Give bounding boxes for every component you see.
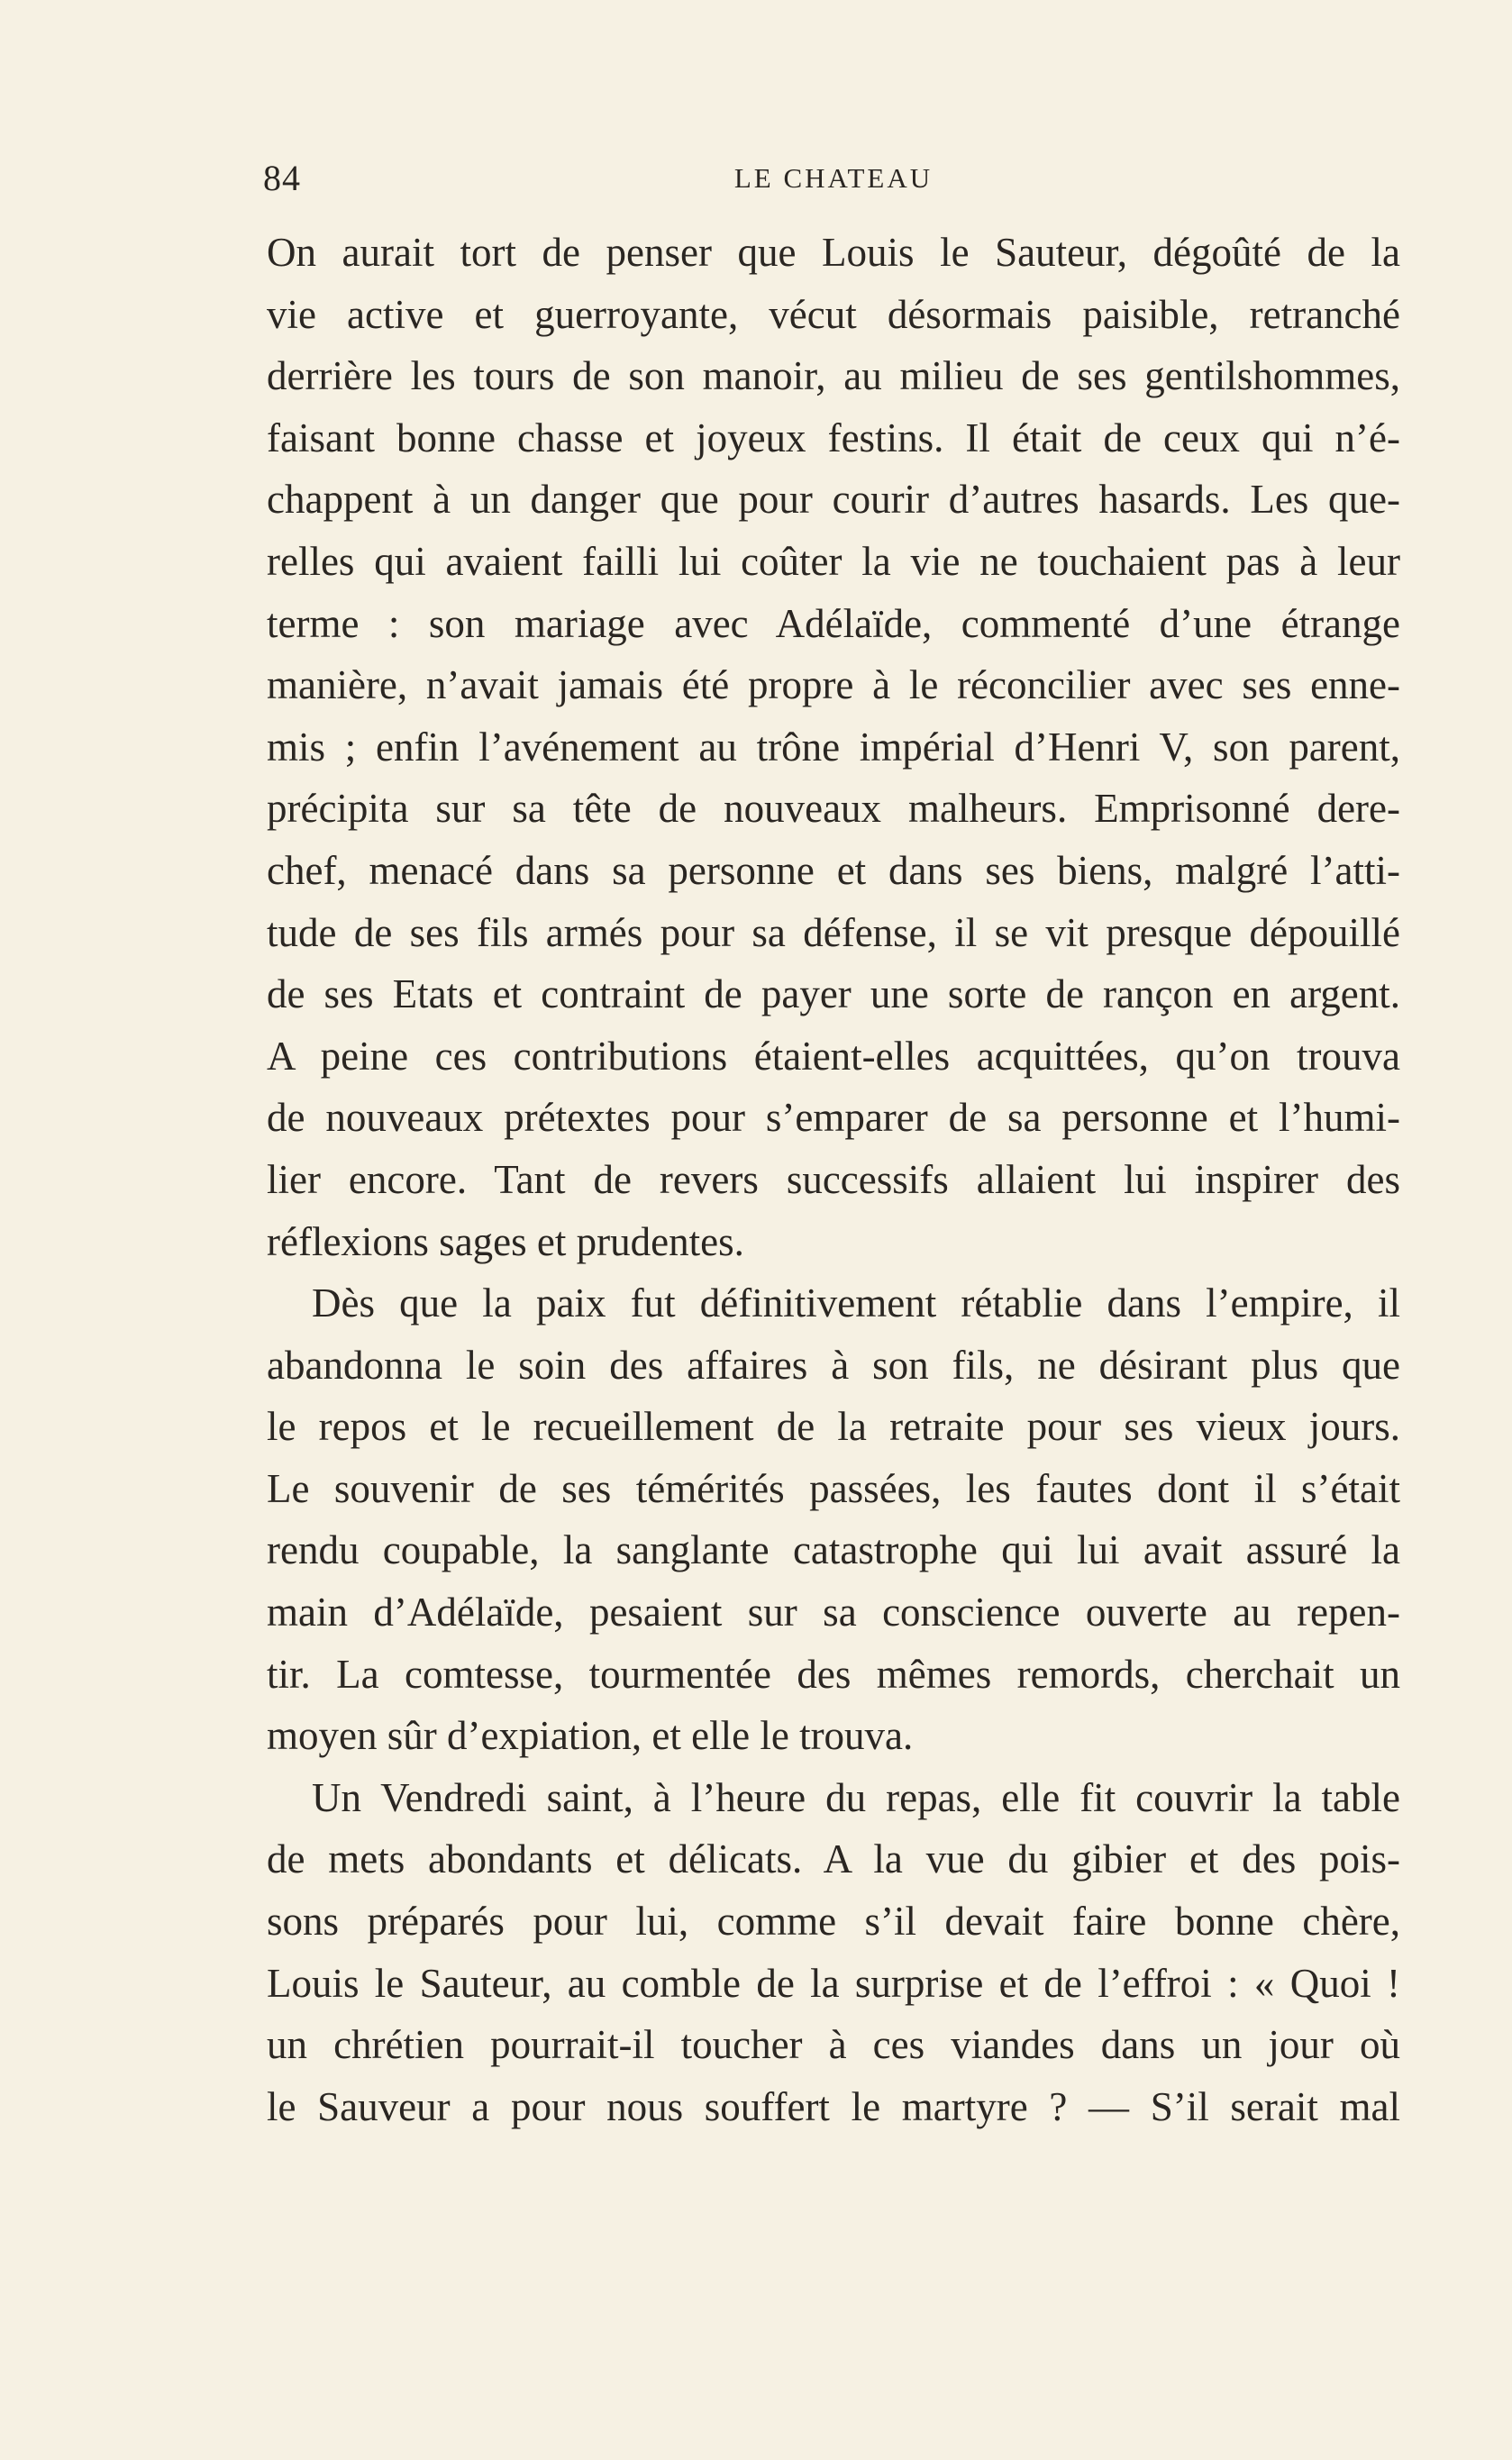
body-text <box>267 222 1400 2137</box>
text-line: manière, n’avait jamais été propre à le réconcilier avec ses enne- <box>267 662 1400 708</box>
text-line: de nouveaux prétextes pour s’emparer de sa personne et l’humi- <box>267 1095 1400 1141</box>
text-line: tir. La comtesse, tourmentée des mêmes remords, cherchait un <box>267 1651 1400 1697</box>
text-line: mis ; enfin l’avénement au trône impérial d’Henri V, son parent, <box>267 724 1400 770</box>
text-line: chappent à un danger que pour courir d’autres hasards. Les que- <box>267 477 1400 523</box>
text-line: un chrétien pourrait-il toucher à ces viandes dans un jour où <box>267 2022 1400 2068</box>
text-line: moyen sûr d’expiation, et elle le trouva. <box>267 1713 914 1759</box>
text-line: Louis le Sauteur, au comble de la surprise et de l’effroi : « Quoi ! <box>267 1960 1400 2006</box>
text-line: A peine ces contributions étaient-elles acquittées, qu’on trouva <box>267 1033 1400 1079</box>
text-line: le Sauveur a pour nous souffert le martyre ? — S’il serait mal <box>267 2083 1400 2129</box>
text-line: de mets abondants et délicats. A la vue du gibier et des pois- <box>267 1836 1400 1882</box>
text-line: relles qui avaient failli lui coûter la vie ne touchaient pas à leur <box>267 538 1400 584</box>
text-line: chef, menacé dans sa personne et dans ses biens, malgré l’atti- <box>267 847 1400 893</box>
text-line: terme : son mariage avec Adélaïde, commenté d’une étrange <box>267 600 1400 646</box>
text-line: main d’Adélaïde, pesaient sur sa conscience ouverte au repen- <box>267 1590 1400 1635</box>
text-line: Dès que la paix fut définitivement rétablie dans l’empire, il <box>312 1280 1400 1326</box>
text-line: précipita sur sa tête de nouveaux malheurs. Emprisonné dere- <box>267 786 1400 832</box>
text-line: faisant bonne chasse et joyeux festins. Il était de ceux qui n’é- <box>267 415 1400 460</box>
text-line: derrière les tours de son manoir, au milieu de ses gentilshommes, <box>267 353 1400 399</box>
text-line: Le souvenir de ses témérités passées, les fautes dont il s’était <box>267 1465 1400 1511</box>
text-line: de ses Etats et contraint de payer une sorte de rançon en argent. <box>267 971 1400 1017</box>
text-line: le repos et le recueillement de la retraite pour ses vieux jours. <box>267 1404 1400 1450</box>
running-title: LE CHATEAU <box>733 162 934 194</box>
text-line: vie active et guerroyante, vécut désormais paisible, retranché <box>267 291 1400 337</box>
page-number: 84 <box>263 158 301 198</box>
text-line: abandonna le soin des affaires à son fils, ne désirant plus que <box>267 1342 1400 1388</box>
text-line: réflexions sages et prudentes. <box>267 1218 744 1264</box>
text-line: sons préparés pour lui, comme s’il devait faire bonne chère, <box>267 1899 1400 1945</box>
text-line: tude de ses fils armés pour sa défense, il se vit presque dépouillé <box>267 909 1400 955</box>
text-line: Un Vendredi saint, à l’heure du repas, elle fit couvrir la table <box>312 1774 1400 1820</box>
running-head <box>263 151 1404 205</box>
text-line: lier encore. Tant de revers successifs allaient lui inspirer des <box>267 1156 1400 1202</box>
text-line: On aurait tort de penser que Louis le Sauteur, dégoûté de la <box>267 230 1400 275</box>
text-line: rendu coupable, la sanglante catastrophe qui lui avait assuré la <box>267 1527 1400 1573</box>
